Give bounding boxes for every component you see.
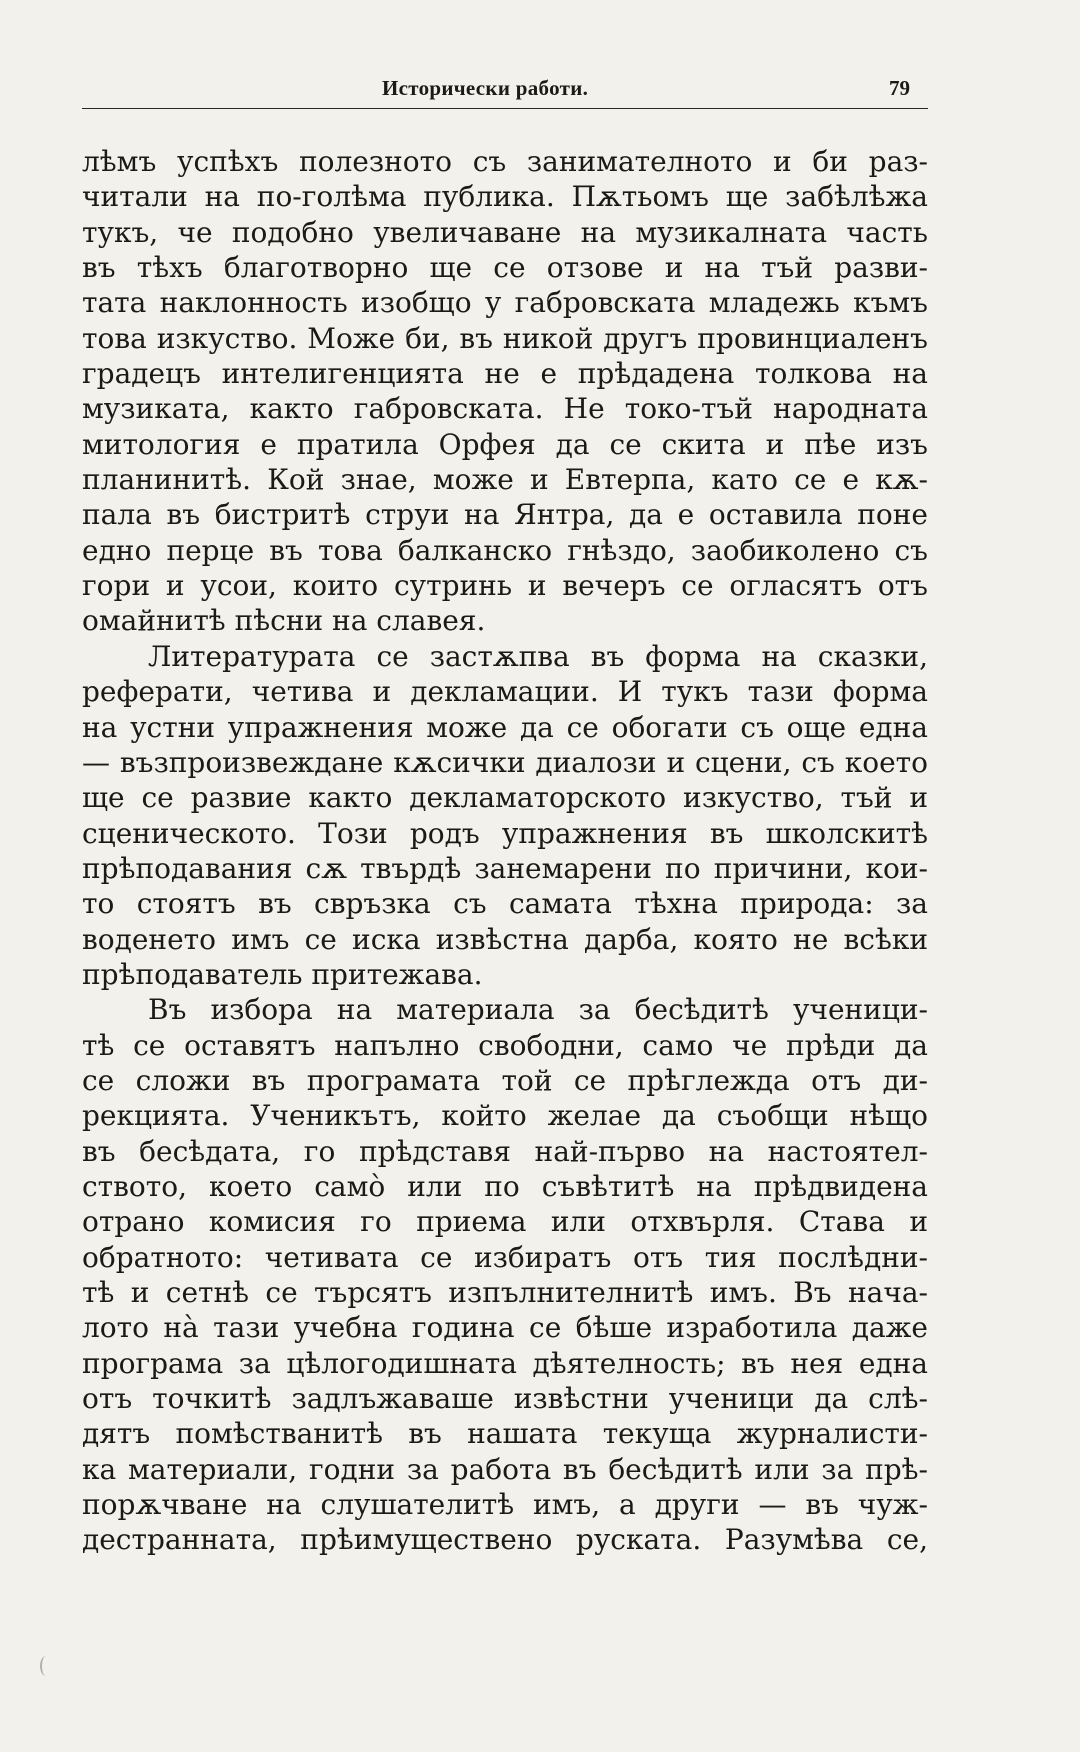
paragraph-start-line: Литературата се застѫпва въ форма на сказки, — [148, 639, 928, 673]
text-line: се сложи въ програмата той се прѣглежда отъ ди- — [82, 1063, 928, 1097]
text-line: въ бесѣдата, го прѣдставя най-първо на настоятел- — [82, 1134, 928, 1168]
text-line: тукъ, че подобно увеличаване на музикалната часть — [82, 215, 928, 249]
text-line: лото на̀ тази учебна година се бѣше изработила даже — [82, 1311, 928, 1345]
text-line: ще се развие както декламаторското изкуство, тъй и — [82, 781, 928, 815]
text-line: ка материали, годни за работа въ бесѣдитѣ или за прѣ- — [82, 1452, 928, 1486]
paragraph-end-line: омайнитѣ пѣсни на славея. — [82, 604, 486, 638]
text-line: на устни упражнения може да се обогати съ още една — [82, 710, 928, 744]
text-line: програма за цѣлогодишната дѣятелность; въ нея една — [82, 1346, 928, 1380]
stray-pencil-mark — [40, 1656, 52, 1676]
text-line: читали на по-голѣма публика. Пѫтьомъ ще забѣлѣжа — [82, 180, 928, 214]
paragraph-end-line: прѣподаватель притежава. — [82, 957, 483, 991]
text-line: въ тѣхъ благотворно ще се отзове и на тъй разви- — [82, 251, 928, 285]
text-line: тѣ и сетнѣ се търсятъ изпълнителнитѣ имъ. Въ нача- — [82, 1276, 928, 1309]
text-line: гори и усои, които сутринь и вечеръ се огласятъ отъ — [82, 569, 928, 603]
text-line: това изкуство. Може би, въ никой другъ провинциаленъ — [82, 321, 928, 355]
text-line: градецъ интелигенцията не е прѣдадена толкова на — [82, 357, 928, 391]
body-text — [82, 144, 928, 1558]
text-line: рекцията. Ученикътъ, който желае да съобщи нѣщо — [82, 1099, 928, 1133]
text-line: едно перце въ това балканско гнѣздо, заобиколено съ — [82, 533, 928, 567]
text-line: ството, което само̀ или по съвѣтитѣ на прѣдвидена — [82, 1169, 928, 1203]
text-line: реферати, четива и декламации. И тукъ тази форма — [82, 675, 928, 709]
text-line: планинитѣ. Кой знае, може и Евтерпа, като се е кѫ- — [82, 463, 928, 497]
text-line: тата наклонность изобщо у габровската младежь къмъ — [82, 286, 928, 320]
text-line: митология е пратила Орфея да се скита и пѣе изъ — [82, 427, 928, 461]
text-line: лѣмъ успѣхъ полезното съ занимателното и би раз- — [82, 145, 928, 178]
running-title: Исторически работи. — [382, 76, 589, 100]
text-line: то стоятъ въ свръзка съ самата тѣхна природа: за — [82, 887, 928, 921]
paragraph-start-line: Въ избора на материала за бесѣдитѣ ученици- — [148, 993, 928, 1027]
text-line: воденето имъ се иска извѣстна дарба, която не всѣки — [82, 922, 928, 956]
text-line: тѣ се оставятъ напълно свободни, само че прѣди да — [82, 1028, 928, 1062]
running-head — [82, 74, 928, 109]
text-line: сценическото. Този родъ упражнения въ школскитѣ — [82, 816, 928, 850]
text-line: — възпроизвеждане кѫсички диалози и сцени, съ което — [82, 745, 928, 779]
text-line: обратното: четивата се избиратъ отъ тия послѣдни- — [82, 1240, 928, 1274]
text-line: дестранната, прѣимуществено руската. Разумѣва се, — [82, 1523, 928, 1557]
text-line: дятъ помѣстванитѣ въ нашата текуща журналисти- — [82, 1417, 928, 1451]
page-number: 79 — [889, 76, 910, 100]
text-line: отрано комисия го приема или отхвърля. Става и — [82, 1205, 928, 1239]
text-line: пала въ бистритѣ струи на Янтра, да е оставила поне — [82, 498, 928, 532]
text-line: прѣподавания сѫ твърдѣ занемарени по причини, кои- — [82, 851, 928, 885]
text-line: отъ точкитѣ задлъжаваше извѣстни ученици да слѣ- — [82, 1382, 928, 1416]
text-line: музиката, както габровската. Не токо-тъй народната — [82, 392, 928, 426]
text-line: порѫчване на слушателитѣ имъ, а други — въ чуж- — [82, 1488, 928, 1522]
